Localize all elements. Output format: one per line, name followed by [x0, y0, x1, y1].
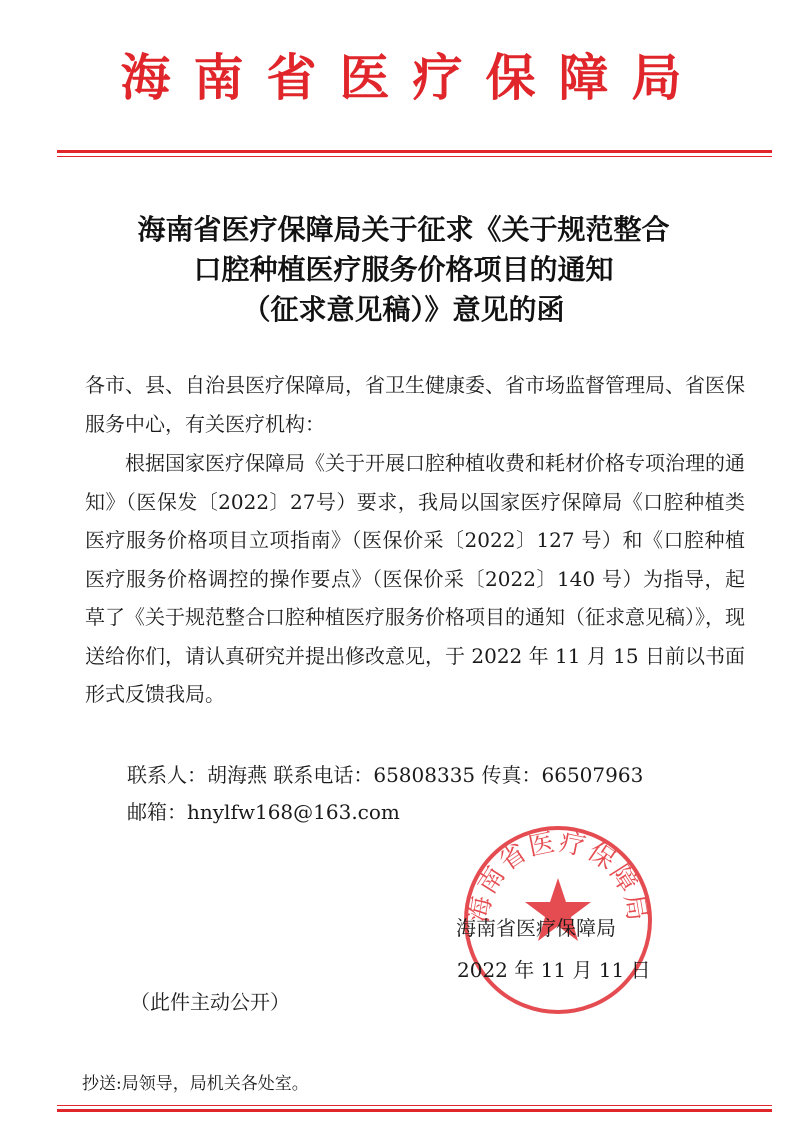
footer-divider-thick	[57, 1109, 772, 1112]
signature-org: 海南省医疗保障局	[456, 916, 616, 940]
email-info: 邮箱：hnylfw168@163.com	[127, 800, 400, 824]
title-line-2: 口腔种植医疗服务价格项目的通知	[193, 253, 614, 286]
document-title	[0, 210, 807, 330]
signature-date: 2022 年 11 月 11 日	[457, 958, 651, 982]
footer-divider-thin	[57, 1105, 772, 1106]
title-line-1: 海南省医疗保障局关于征求《关于规范整合	[137, 213, 670, 246]
cc-line: 抄送:局领导，局机关各处室。	[82, 1074, 309, 1094]
seal-text: 海南省医疗保障局	[463, 827, 653, 925]
contact-info: 联系人：胡海燕 联系电话：65808335 传真：66507963	[127, 763, 644, 787]
disclosure-note: （此件主动公开）	[130, 990, 290, 1014]
body-paragraph: 根据国家医疗保障局《关于开展口腔种植收费和耗材价格专项治理的通知》（医保发〔2022〕27号）要求，我局以国家医疗保障局《口腔种植类医疗服务价格项目立项指南》（医保价采〔2022〕127 号）和《口腔种植医疗服务价格调控的操作要点》（医保价采〔2022〕140 号）为指导，起草了《关于规范整合口腔种植医疗服务价格项目的通知（征求意见稿）》，现送给你们，请认真研究并提出修改意见，于 2022 年 11 月 15 日前以书面形式反馈我局。	[85, 451, 745, 706]
salutation: 各市、县、自治县医疗保障局，省卫生健康委、省市场监督管理局、省医保服务中心，有关医疗机构：	[85, 373, 745, 436]
letterhead-org-name: 海南省医疗保障局	[120, 48, 705, 107]
title-line-3: （征求意见稿）》意见的函	[242, 293, 565, 326]
header-divider-thick	[57, 150, 772, 153]
header-divider-thin	[57, 156, 772, 157]
